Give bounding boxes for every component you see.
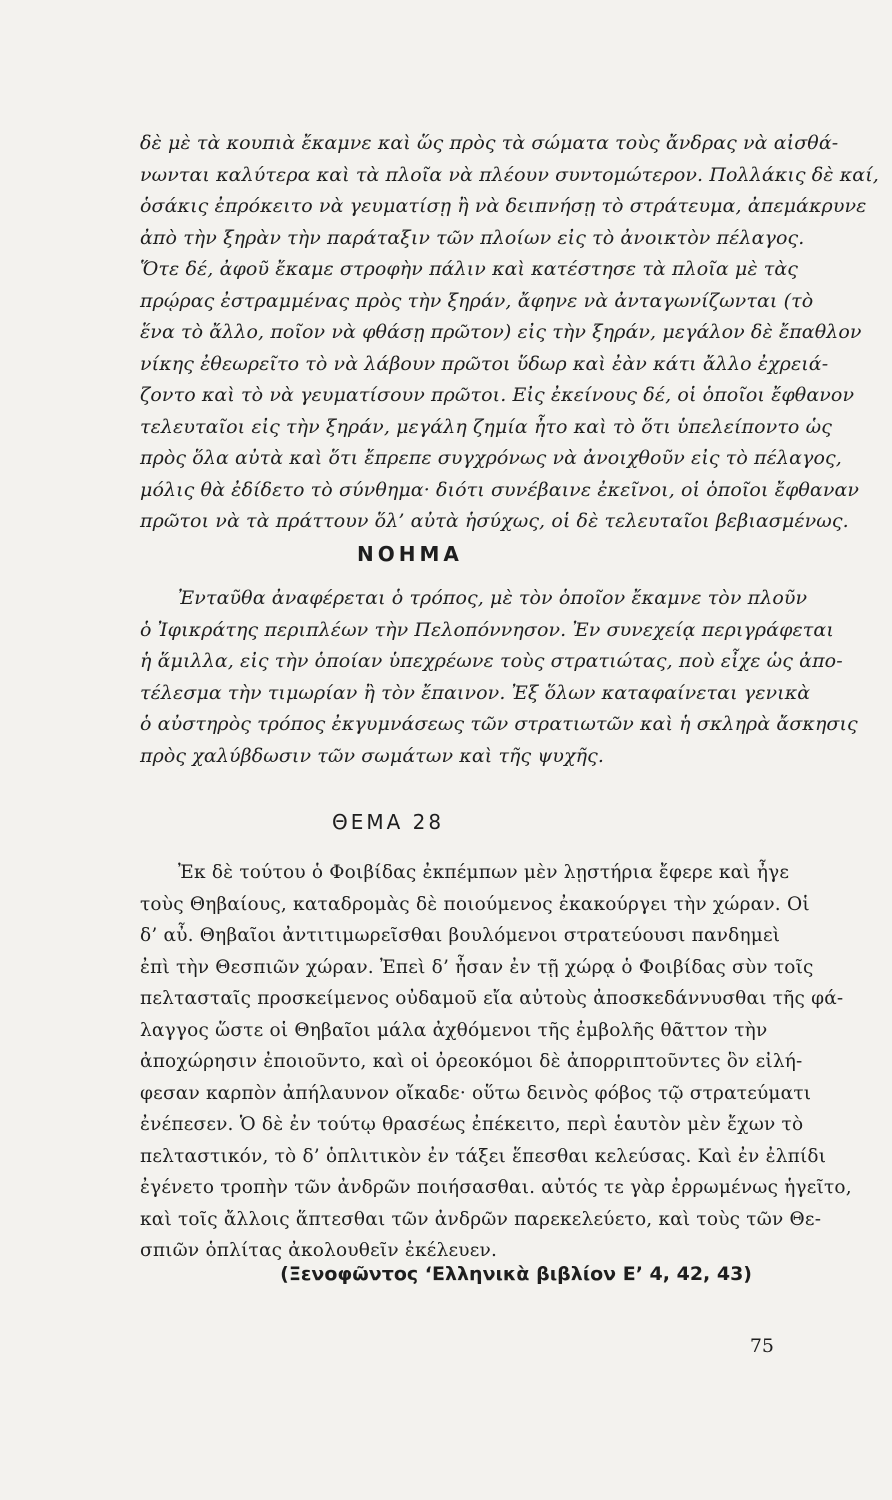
text-line: σπιῶν ὁπλίτας ἀκολουθεῖν ἐκέλευεν. bbox=[140, 1240, 498, 1261]
source-citation: (Ξενοφῶντος ‘Ελληνικὰ βιβλίον Ε’ 4, 42, 43) bbox=[280, 1263, 752, 1285]
text-line: νωνται καλύτερα καὶ τὰ πλοῖα νὰ πλέουν συντομώτερον. Πολλάκις δὲ καί, bbox=[140, 163, 879, 186]
text-line: τέλεσμα τὴν τιμωρίαν ἢ τὸν ἔπαινον. Ἐξ ὅλων καταφαίνεται γενικὰ bbox=[140, 681, 811, 704]
thema-paragraph bbox=[140, 857, 852, 1267]
text-line: μόλις θὰ ἐδίδετο τὸ σύνθημα· διότι συνέβαινε ἐκεῖνοι, οἱ ὁποῖοι ἔφθαναν bbox=[140, 478, 860, 501]
text-line: ζοντο καὶ τὸ νὰ γευματίσουν πρῶτοι. Εἰς ἐκείνους δέ, οἱ ὁποῖοι ἔφθανον bbox=[140, 384, 855, 406]
text-line: ἐνέπεσεν. Ὁ δὲ ἐν τούτῳ θρασέως ἐπέκειτο, περὶ ἑαυτὸν μὲν ἔχων τὸ bbox=[140, 1114, 804, 1135]
text-line: ὁ αὐστηρὸς τρόπος ἐκγυμνάσεως τῶν στρατιωτῶν καὶ ἡ σκληρὰ ἄσκησις bbox=[140, 713, 858, 735]
text-line: ἕνα τὸ ἄλλο, ποῖον νὰ φθάσῃ πρῶτον) εἰς τὴν ξηράν, μεγάλον δὲ ἔπαθλον bbox=[140, 321, 862, 343]
text-line: πρὸς χαλύβδωσιν τῶν σωμάτων καὶ τῆς ψυχῆς. bbox=[140, 744, 605, 767]
text-line: πελταστικόν, τὸ δ’ ὁπλιτικὸν ἐν τάξει ἕπεσθαι κελεύσας. Καὶ ἐν ἐλπίδι bbox=[140, 1145, 827, 1167]
text-line: ἡ ἅμιλλα, εἰς τὴν ὁποίαν ὑπεχρέωνε τοὺς στρατιώτας, ποὺ εἶχε ὡς ἀπο- bbox=[140, 650, 843, 672]
text-line: Ὅτε δέ, ἀφοῦ ἔκαμε στροφὴν πάλιν καὶ κατέστησε τὰ πλοῖα μὲ τὰς bbox=[140, 258, 799, 280]
text-line: πρῶτοι νὰ τὰ πράττουν ὅλ’ αὐτὰ ἡσύχως, οἱ δὲ τελευταῖοι βεβιασμένως. bbox=[140, 510, 849, 532]
text-line: καὶ τοῖς ἄλλοις ἅπτεσθαι τῶν ἀνδρῶν παρεκελεύετο, καὶ τοὺς τῶν Θε- bbox=[140, 1208, 822, 1230]
text-line: ἀποχώρησιν ἐποιοῦντο, καὶ οἱ ὀρεοκόμοι δὲ ἀπορριπτοῦντες ὃν εἰλή- bbox=[140, 1051, 803, 1072]
text-line: δ’ αὖ. Θηβαῖοι ἀντιτιμωρεῖσθαι βουλόμενοι στρατεύουσι πανδημεὶ bbox=[140, 925, 781, 946]
noima-heading: ΝΟΗΜΑ bbox=[357, 542, 463, 566]
noima-paragraph bbox=[140, 583, 858, 772]
text-line: φεσαν καρπὸν ἀπήλαυνον οἴκαδε· οὕτω δεινὸς φόβος τῷ στρατεύματι bbox=[140, 1082, 812, 1104]
text-line: ἐγένετο τροπὴν τῶν ἀνδρῶν ποιήσασθαι. αὐτός τε γὰρ ἐρρωμένως ἡγεῖτο, bbox=[140, 1177, 852, 1198]
text-line: πελτασταῖς προσκείμενος οὐδαμοῦ εἴα αὐτοὺς ἀποσκεδάννυσθαι τῆς φά- bbox=[140, 988, 844, 1009]
thema-heading: ΘΕΜΑ 28 bbox=[332, 810, 445, 834]
text-line: ὁσάκις ἐπρόκειτο νὰ γευματίσῃ ἢ νὰ δειπνήσῃ τὸ στράτευμα, ἀπεμάκρυνε bbox=[140, 195, 867, 217]
text-line: λαγγος ὥστε οἱ Θηβαῖοι μάλα ἀχθόμενοι τῆς ἐμβολῆς θᾶττον τὴν bbox=[140, 1019, 768, 1041]
text-line: δὲ μὲ τὰ κουπιὰ ἔκαμνε καὶ ὥς πρὸς τὰ σώματα τοὺς ἄνδρας νὰ αἰσθά- bbox=[140, 132, 839, 154]
text-line: ἐπὶ τὴν Θεσπιῶν χώραν. Ἐπεὶ δ’ ἦσαν ἐν τῇ χώρᾳ ὁ Φοιβίδας σὺν τοῖς bbox=[140, 956, 814, 978]
page-number: 75 bbox=[749, 1335, 774, 1357]
text-line: νίκης ἐθεωρεῖτο τὸ νὰ λάβουν πρῶτοι ὕδωρ καὶ ἐὰν κάτι ἄλλο ἐχρειά- bbox=[140, 352, 829, 375]
text-line: τοὺς Θηβαίους, καταδρομὰς δὲ ποιούμενος ἐκακούργει τὴν χώραν. Οἱ bbox=[140, 893, 810, 915]
text-line: πρῴρας ἐστραμμένας πρὸς τὴν ξηράν, ἄφηνε νὰ ἀνταγωνίζωνται (τὸ bbox=[140, 289, 814, 312]
text-line: ἀπὸ τὴν ξηρὰν τὴν παράταξιν τῶν πλοίων εἰς τὸ ἀνοικτὸν πέλαγος. bbox=[140, 226, 805, 249]
text-line: πρὸς ὅλα αὐτὰ καὶ ὅτι ἔπρεπε συγχρόνως νὰ ἀνοιχθοῦν εἰς τὸ πέλαγος, bbox=[140, 447, 842, 469]
top-paragraph bbox=[140, 128, 879, 538]
text-line: Ἐκ δὲ τούτου ὁ Φοιβίδας ἐκπέμπων μὲν λῃστήρια ἔφερε καὶ ἦγε bbox=[178, 862, 790, 883]
text-line: Ἐνταῦθα ἀναφέρεται ὁ τρόπος, μὲ τὸν ὁποῖον ἔκαμνε τὸν πλοῦν bbox=[178, 587, 808, 609]
text-line: τελευταῖοι εἰς τὴν ξηράν, μεγάλη ζημία ἦτο καὶ τὸ ὅτι ὑπελείποντο ὡς bbox=[140, 415, 832, 438]
text-line: ὁ Ἰφικράτης περιπλέων τὴν Πελοπόννησον. Ἐν συνεχείᾳ περιγράφεται bbox=[140, 618, 834, 641]
